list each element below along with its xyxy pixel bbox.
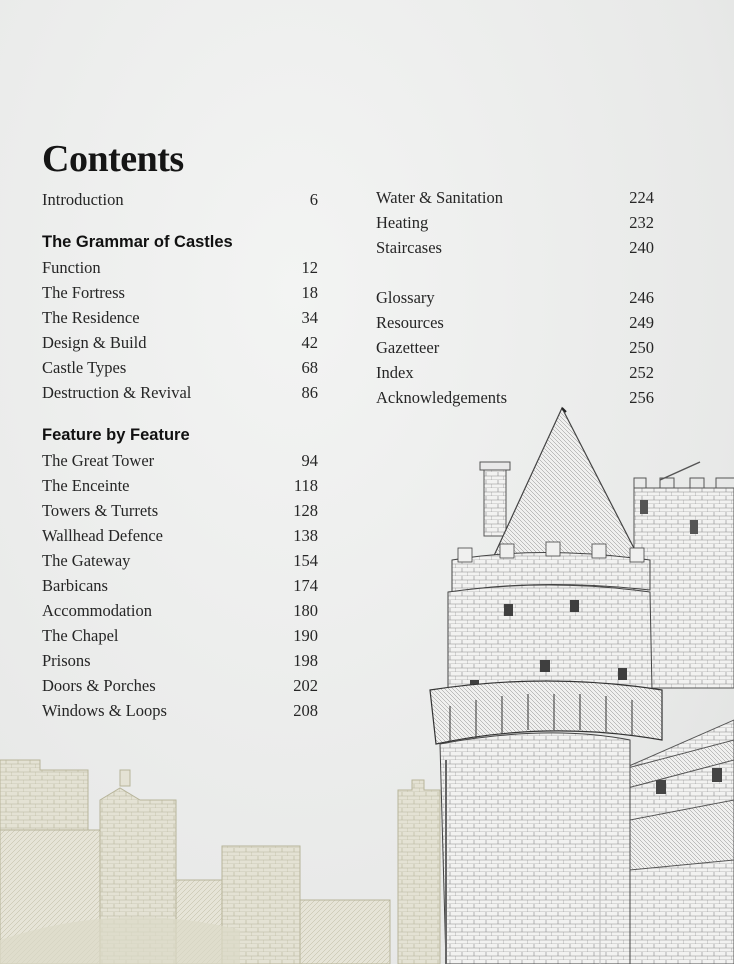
toc-entry [42,701,318,726]
spacer [376,263,654,288]
toc-entry-page: 138 [293,526,318,545]
toc-entry-label: The Fortress [42,283,125,302]
toc-entry-page: 252 [629,363,654,382]
toc-entry [42,601,318,626]
toc-entry [376,313,654,338]
toc-entry [42,308,318,333]
toc-entry-page: 18 [301,283,318,302]
toc-entry-label: Destruction & Revival [42,383,192,402]
toc-entry-label: Water & Sanitation [376,188,503,207]
toc-entry-page: 12 [301,258,318,277]
toc-entry-label: Towers & Turrets [42,501,159,520]
toc-entry [42,476,318,501]
toc-entry [42,576,318,601]
toc-entry [42,358,318,383]
toc-entry-label: Castle Types [42,358,127,377]
toc-entry-page: 232 [629,213,654,232]
toc-entry [376,363,654,388]
toc-entry-label: Heating [376,213,429,232]
toc-entry-page: 34 [301,308,318,327]
toc-entry-page: 86 [301,383,318,402]
toc-entry-page: 246 [629,288,654,307]
toc-entry-page: 68 [301,358,318,377]
toc-entry [42,283,318,308]
toc-entry-page: 250 [629,338,654,357]
toc-entry [42,676,318,701]
toc-entry-page: 249 [629,313,654,332]
toc-entry-page: 94 [301,451,318,470]
toc-entry [376,213,654,238]
toc-right-column [376,188,654,413]
toc-entry-label: Introduction [42,190,124,209]
toc-entry-label: Windows & Loops [42,701,167,720]
toc-entry-label: Gazetteer [376,338,440,357]
toc-entry [42,383,318,408]
toc-entry-page: 240 [629,238,654,257]
toc-entry-page: 256 [629,388,654,407]
toc-entry-label: The Chapel [42,626,119,645]
toc-entry-label: Acknowledgements [376,388,508,407]
toc-entry [42,651,318,676]
toc-entry [376,288,654,313]
toc-entry-page: 128 [293,501,318,520]
toc-entry-label: Accommodation [42,601,152,620]
toc-entry [376,388,654,413]
page-title: Contents [42,138,184,181]
main-round-tower [430,408,662,964]
toc-entry-label: Index [376,363,414,382]
toc-entry [376,238,654,263]
toc-entry-label: The Enceinte [42,476,130,495]
toc-entry-label: Glossary [376,288,435,307]
toc-entry [42,451,318,476]
toc-entry-page: 198 [293,651,318,670]
toc-entry [42,626,318,651]
background-town-drawing [0,760,440,964]
toc-entry-page: 6 [309,190,318,209]
section-heading-grammar-of-castles: The Grammar of Castles [42,233,233,251]
toc-entry-label: Design & Build [42,333,147,352]
toc-entry-page: 202 [293,676,318,695]
toc-entry-page: 42 [301,333,318,352]
toc-entry-page: 224 [629,188,654,207]
toc-entry-label: The Residence [42,308,140,327]
toc-entry [42,526,318,551]
toc-entry-label: Barbicans [42,576,108,595]
toc-left-column [42,190,318,726]
side-building [620,720,734,964]
toc-entry [376,188,654,213]
toc-entry [376,338,654,363]
toc-entry-label: Doors & Porches [42,676,156,695]
toc-entry-introduction [42,190,318,215]
toc-entry [42,551,318,576]
toc-entry-label: Prisons [42,651,91,670]
section-heading-feature-by-feature: Feature by Feature [42,426,190,444]
toc-entry-page: 190 [293,626,318,645]
toc-entry-label: Wallhead Defence [42,526,163,545]
toc-entry-label: Resources [376,313,444,332]
toc-entry-page: 180 [293,601,318,620]
toc-entry-label: The Great Tower [42,451,155,470]
toc-entry-page: 174 [293,576,318,595]
toc-entry [42,333,318,358]
toc-entry-label: The Gateway [42,551,131,570]
toc-entry-page: 208 [293,701,318,720]
toc-entry [42,258,318,283]
toc-entry-page: 118 [293,476,318,495]
toc-entry-page: 154 [293,551,318,570]
toc-entry-label: Staircases [376,238,442,257]
toc-entry-label: Function [42,258,101,277]
toc-entry [42,501,318,526]
